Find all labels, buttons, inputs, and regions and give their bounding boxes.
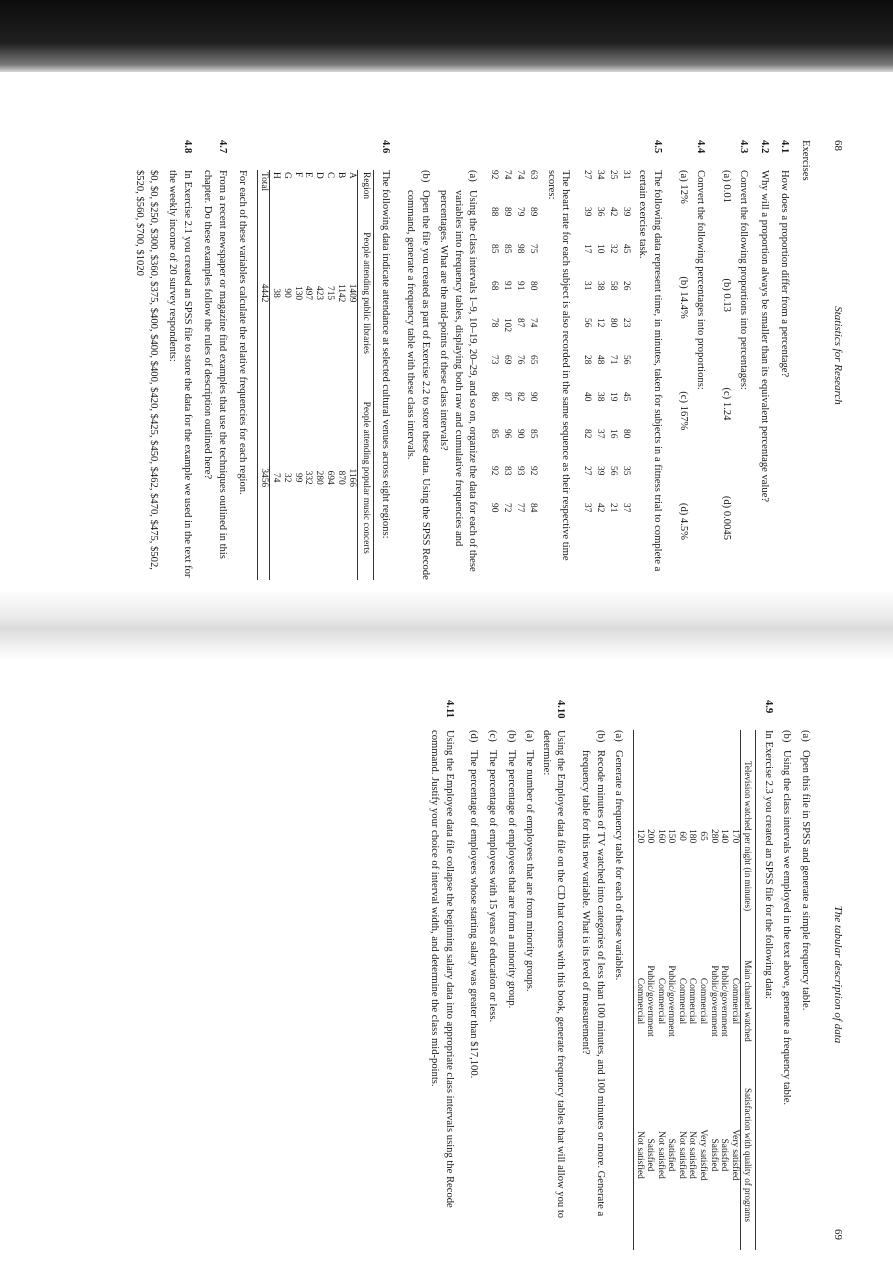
exercise-number: 4.9 (762, 700, 774, 714)
table-cell: Commercial (676, 977, 687, 1025)
table-row (270, 170, 281, 580)
option: (c) 167% (678, 391, 690, 431)
option: (c) 1.24 (721, 387, 733, 421)
table-cell: Commercial (687, 977, 698, 1025)
table-cell: Very satisfied (729, 1129, 740, 1181)
subpart-b (577, 730, 606, 1250)
exercise-number: 4.8 (181, 140, 193, 154)
heart-rate-cell: 90 (489, 503, 500, 513)
table-cell: E (303, 172, 314, 178)
table-row (729, 730, 740, 1250)
table-row (303, 170, 314, 580)
exercise-number: 4.10 (555, 700, 567, 719)
time-cell: 28 (582, 355, 593, 365)
exercise-4-2 (756, 140, 771, 580)
heart-rate-cell: 89 (502, 207, 513, 217)
table-row (281, 170, 292, 580)
exercise-prompt: The following data represent time, in minutes, taken for subjects in a fitness trial to complete a certain exercise task. (636, 170, 663, 572)
table-cell: 99 (292, 473, 303, 483)
table-row (324, 170, 335, 580)
time-cell: 80 (621, 429, 632, 439)
exercise-4-9 (573, 700, 774, 1240)
grid-row (526, 170, 539, 540)
option: (b) 0.13 (721, 278, 733, 312)
time-cell: 12 (595, 318, 606, 328)
running-head-right (830, 700, 845, 1240)
time-cell: 10 (595, 244, 606, 254)
subpart-label: (b) (781, 730, 793, 743)
column-header: Region (357, 170, 373, 211)
heart-rate-cell: 82 (515, 392, 526, 402)
time-cell: 25 (608, 170, 619, 180)
subpart-label: (b) (594, 730, 606, 743)
exercise-number: 4.6 (380, 140, 392, 154)
exercise-number: 4.5 (651, 140, 663, 154)
table-row (719, 730, 730, 1250)
total-cell: Total (258, 170, 270, 211)
subpart-text: The percentage of employees with 15 years of education or less. (487, 750, 499, 1023)
table-cell: 1409 (346, 283, 357, 303)
table-row (292, 170, 303, 580)
heart-rate-cell: 85 (489, 244, 500, 254)
subpart-label: (a) (467, 170, 479, 182)
subpart-label: (d) (468, 730, 480, 743)
table-row (645, 730, 656, 1250)
total-cell: 4442 (258, 211, 270, 376)
subpart-text: Recode minutes of TV watched into categories of less than 100 minutes, and 100 minutes or more. Generate a frequency table for this new variable. What is its level of measurement? (580, 750, 606, 1217)
table-cell: C (325, 172, 336, 179)
time-cell: 56 (621, 355, 632, 365)
time-cell: 31 (582, 281, 593, 291)
options-row (719, 170, 734, 580)
table-cell: 497 (303, 286, 314, 301)
table-cell: Very satisfied (698, 1129, 708, 1181)
heart-rate-cell: 90 (515, 429, 526, 439)
subpart-text: Open this file in SPSS and generate a simple frequency table. (799, 750, 811, 1011)
exercise-number: 4.2 (758, 140, 770, 154)
table-cell: 694 (325, 470, 336, 485)
time-cell: 45 (621, 392, 632, 402)
table-cell: Satisfied (719, 1138, 730, 1172)
subpart-b (402, 170, 431, 580)
subpart-a (797, 730, 812, 1240)
heart-rate-cell: 92 (489, 466, 500, 476)
time-cell: 56 (582, 318, 593, 328)
table-cell: 1166 (346, 468, 357, 487)
heart-rate-cell: 91 (515, 281, 526, 291)
heart-rate-cell: 87 (515, 318, 526, 328)
exercise-4-7 (200, 140, 229, 580)
table-row (708, 730, 719, 1250)
heart-rate-cell: 74 (528, 318, 539, 328)
table-cell: 1142 (335, 283, 346, 303)
heart-rate-cell: 92 (528, 466, 539, 476)
heart-rate-cell: 83 (502, 466, 513, 476)
heart-rate-cell: 91 (502, 281, 513, 291)
heart-rate-cell: 102 (502, 318, 513, 333)
table-cell: 332 (303, 470, 314, 485)
table-cell: 280 (314, 470, 325, 485)
subpart-b (779, 730, 794, 1240)
heart-rate-cell: 65 (528, 355, 539, 365)
subpart-a (436, 170, 480, 580)
table-cell: 170 (729, 829, 740, 844)
time-cell: 21 (608, 503, 619, 513)
grid-row (487, 170, 500, 540)
heart-rate-cell: 85 (528, 429, 539, 439)
table-cell: 200 (645, 829, 656, 844)
exercise-number: 4.4 (694, 140, 706, 154)
time-cell: 32 (608, 244, 619, 254)
time-cell: 36 (595, 207, 606, 217)
table-cell: 74 (271, 473, 282, 483)
heart-rate-cell: 69 (502, 355, 513, 365)
subpart-label: (b) (419, 170, 431, 183)
running-title: The tabular description of data (832, 905, 844, 1044)
time-cell: 80 (608, 318, 619, 328)
time-cell: 58 (608, 281, 619, 291)
table-cell: Public/government (719, 965, 730, 1037)
heart-rate-cell: 76 (515, 355, 526, 365)
scanner-top-shadow (0, 0, 893, 72)
tv-data-table (633, 730, 756, 1250)
book-gutter-shadow (0, 590, 893, 660)
exercise-prompt: Convert the following percentages into proportions: (694, 170, 706, 390)
page-68-body (133, 140, 845, 580)
exercise-followup: For each of these variables calculate the relative frequencies for each region. (237, 170, 249, 495)
column-header: People attending popular music concerts (357, 375, 373, 580)
table-cell: 150 (666, 829, 677, 844)
heart-rate-cell: 93 (515, 466, 526, 476)
table-cell: Satisfied (645, 1138, 656, 1172)
subpart-label: (a) (524, 730, 536, 742)
table-cell: A (346, 172, 357, 179)
subpart-label: (a) (613, 730, 625, 742)
option: (a) 0.01 (721, 170, 733, 203)
exercise-4-8 (131, 140, 193, 580)
income-values: $0, $0, $250, $300, $360, $375, $400, $400, $400, $420, $425, $450, $462, $470, $475, $502, $520, $560, $700, $1020 (133, 170, 160, 570)
time-cell: 56 (608, 466, 619, 476)
exercise-4-11 (427, 700, 456, 1240)
time-cell: 39 (595, 466, 606, 476)
exercise-4-6 (235, 140, 393, 580)
heart-rate-cell: 75 (528, 244, 539, 254)
table-cell: 423 (314, 286, 325, 301)
exercise-text (398, 170, 663, 580)
subpart-text: The number of employees that are from minority groups. (524, 750, 536, 992)
table-row (335, 170, 346, 580)
heart-rate-cell: 85 (489, 429, 500, 439)
column-header: Satisfaction with quality of programs (740, 1060, 755, 1250)
table-cell: 280 (708, 829, 719, 844)
time-cell: 45 (621, 244, 632, 254)
exercise-4-4 (670, 140, 707, 580)
table-cell: D (314, 172, 325, 179)
table-cell: Not satisfied (687, 1131, 698, 1179)
table-cell: Commercial (655, 977, 666, 1025)
time-cell: 42 (595, 503, 606, 513)
heart-rate-cell: 63 (528, 170, 539, 180)
heart-rate-cell: 68 (489, 281, 500, 291)
option: (d) 4.5% (678, 502, 690, 540)
subpart (522, 730, 537, 1240)
heart-rate-cell: 98 (515, 244, 526, 254)
exercise-number: 4.7 (216, 140, 228, 154)
heart-rate-cell: 96 (502, 429, 513, 439)
time-cell: 39 (582, 207, 593, 217)
exercise-text (235, 170, 393, 580)
option: (d) 0.0045 (721, 495, 733, 540)
subpart-list (466, 730, 536, 1240)
table-cell: Not satisfied (676, 1131, 687, 1179)
subpart-label: (b) (505, 730, 517, 743)
heart-rate-cell: 73 (489, 355, 500, 365)
grid-row (593, 170, 606, 540)
heart-rate-cell: 78 (489, 318, 500, 328)
heart-rate-cell: 92 (489, 170, 500, 180)
table-row (314, 170, 325, 580)
heart-rate-cell: 79 (515, 207, 526, 217)
exercise-4-3 (713, 140, 750, 580)
exercise-4-8-continued (779, 730, 812, 1240)
page-69-body (325, 700, 845, 1240)
table-cell: Satisfied (666, 1138, 677, 1172)
heart-rate-cell: 74 (515, 170, 526, 180)
page-number: 69 (832, 1229, 844, 1240)
table-cell: 140 (719, 829, 730, 844)
subpart (503, 730, 518, 1240)
time-cell: 26 (621, 281, 632, 291)
table-cell: 180 (687, 829, 698, 844)
time-cell: 27 (582, 466, 593, 476)
table-cell: Public/government (708, 965, 719, 1037)
subpart-text: Open the file you created as part of Exercise 2.2 to store these data. Using the SPSS Recode command, generate a frequency table with these class intervals. (404, 190, 431, 580)
heart-rate-cell: 89 (528, 207, 539, 217)
heart-rate-prompt: The heart rate for each subject is also recorded in the same sequence as their respective time scores: (545, 170, 572, 561)
exercise-number: 4.1 (779, 140, 791, 154)
exercise-prompt: In Exercise 2.3 you created an SPSS file for the following data: (762, 730, 774, 999)
exercise-text: From a recent newspaper or magazine find examples that use the techniques outlined in this chapter. Do these examples follow the rules of description outlined here? (202, 170, 228, 559)
table-cell: B (335, 172, 346, 179)
column-header: Main channel watched (740, 942, 755, 1060)
heart-rate-cell: 87 (502, 392, 513, 402)
table-cell: 32 (281, 473, 292, 483)
exercise-number: 4.3 (738, 140, 749, 154)
running-head-left (830, 140, 845, 580)
table-cell: 60 (676, 831, 687, 841)
option: (b) 14.4% (678, 276, 690, 319)
table-cell: Commercial (698, 977, 708, 1025)
heart-rate-cell: 77 (515, 503, 526, 513)
table-cell: 160 (655, 829, 666, 844)
table-cell: 90 (281, 288, 292, 298)
time-cell: 37 (595, 429, 606, 439)
table-row (666, 730, 677, 1250)
grid-row (606, 170, 619, 540)
exercise-number: 4.11 (443, 700, 455, 718)
time-cell: 71 (608, 355, 619, 365)
exercise-text: Why will a proportion always be smaller than its equivalent percentage value? (758, 170, 770, 503)
subpart-text: Using the class intervals 1–9, 10–19, 20–29, and so on, organize the data for each of these variables into frequency tables, displaying both raw and cumulative frequencies and percentages. What are the mid-points of these class intervals? (438, 190, 479, 572)
section-heading: Exercises (799, 140, 811, 181)
exercise-text (670, 170, 707, 580)
option: (a) 12% (678, 170, 690, 204)
table-cell: Public/government (645, 965, 656, 1037)
table-row (676, 730, 687, 1250)
subpart-text: Generate a frequency table for each of these variables. (613, 750, 625, 981)
total-row (258, 170, 270, 580)
subpart-label: (c) (487, 730, 499, 742)
time-cell: 38 (595, 392, 606, 402)
time-cell: 27 (582, 170, 593, 180)
exercise-prompt: In Exercise 2.1 you created an SPSS file to store the data for the example we used in the text for the weekly income of 20 survey respondents: (167, 170, 193, 578)
heart-rate-cell: 72 (502, 503, 513, 513)
table-cell: 715 (325, 286, 336, 301)
heart-rate-cell: 84 (528, 503, 539, 513)
exercise-text (573, 730, 774, 1250)
table-row (687, 730, 698, 1250)
time-cell: 82 (582, 429, 593, 439)
time-cell: 16 (608, 429, 619, 439)
table-cell: Not satisfied (655, 1131, 666, 1179)
table-cell: 870 (335, 470, 346, 485)
exercise-prompt: The following data indicate attendance at selected cultural venues across eight regions: (380, 170, 392, 539)
table-cell: Public/government (666, 965, 677, 1037)
time-cell: 37 (582, 503, 593, 513)
heart-rate-table (487, 170, 539, 540)
column-header: Television watched per night (in minutes) (740, 730, 755, 942)
table-cell: Commercial (634, 942, 645, 1060)
exercise-text (131, 170, 193, 580)
time-cell: 42 (608, 207, 619, 217)
time-cell: 40 (582, 392, 593, 402)
table-row (634, 730, 645, 1250)
table-cell: F (292, 172, 303, 178)
heart-rate-cell: 88 (489, 207, 500, 217)
heart-rate-cell: 74 (502, 170, 513, 180)
exercise-text (462, 730, 568, 1240)
subpart (466, 730, 481, 1240)
grid-row (513, 170, 526, 540)
time-cell: 34 (595, 170, 606, 180)
subpart-text: Using the class intervals we employed in the text above, generate a frequency table. (781, 750, 793, 1106)
options-row (676, 170, 691, 580)
grid-row (500, 170, 513, 540)
table-cell: Not satisfied (634, 1060, 645, 1250)
exercise-prompt: Using the Employee data file on the CD that comes with this book, generate frequency tables that will allow you to determine: (540, 730, 567, 1219)
exercise-4-5 (398, 140, 663, 580)
total-cell: 3456 (258, 375, 270, 580)
subpart-a (611, 730, 626, 1250)
table-cell: G (281, 172, 292, 179)
time-cell: 17 (582, 244, 593, 254)
table-cell: 120 (634, 730, 645, 942)
heart-rate-cell: 80 (528, 281, 539, 291)
time-cell: 19 (608, 392, 619, 402)
exercise-text: How does a proportion differ from a percentage? (779, 170, 791, 378)
running-title: Statistics for Research (832, 306, 844, 405)
time-cell: 35 (621, 466, 632, 476)
grid-row (619, 170, 632, 540)
subpart-text: The percentage of employees whose starting salary was greater than $17,100. (468, 750, 480, 1079)
times-table (580, 170, 632, 540)
table-cell: H (271, 172, 282, 179)
exercise-4-10 (462, 700, 568, 1240)
table-row (346, 170, 357, 580)
table-cell: Satisfied (708, 1138, 719, 1172)
region-attendance-table (257, 170, 373, 580)
exercise-prompt: Convert the following proportions into percentages: (738, 170, 749, 390)
subpart-label: (a) (799, 730, 811, 742)
heart-rate-cell: 85 (502, 244, 513, 254)
heart-rate-cell: 86 (489, 392, 500, 402)
table-cell: Commercial (729, 977, 740, 1025)
subpart-text: The percentage of employees that are from a minority group. (505, 750, 517, 1009)
time-cell: 37 (621, 503, 632, 513)
heart-rate-cell: 90 (528, 392, 539, 402)
time-cell: 39 (621, 207, 632, 217)
subpart (484, 730, 499, 1240)
exercise-text: Using the Employee data file collapse the beginning salary data into appropriate class intervals using the Recode command. Justify your choice of interval width, and determine the class mid-points. (429, 730, 455, 1208)
time-cell: 31 (621, 170, 632, 180)
time-cell: 48 (595, 355, 606, 365)
exercise-4-1 (777, 140, 792, 580)
page-number: 68 (832, 140, 844, 151)
table-cell: 130 (292, 286, 303, 301)
exercise-text (713, 170, 750, 580)
table-cell: 38 (271, 288, 282, 298)
table-cell: 65 (698, 831, 708, 841)
column-header: People attending public libraries (357, 211, 373, 376)
table-row (697, 730, 708, 1250)
grid-row (580, 170, 593, 540)
time-cell: 23 (621, 318, 632, 328)
time-cell: 38 (595, 281, 606, 291)
table-row (655, 730, 666, 1250)
